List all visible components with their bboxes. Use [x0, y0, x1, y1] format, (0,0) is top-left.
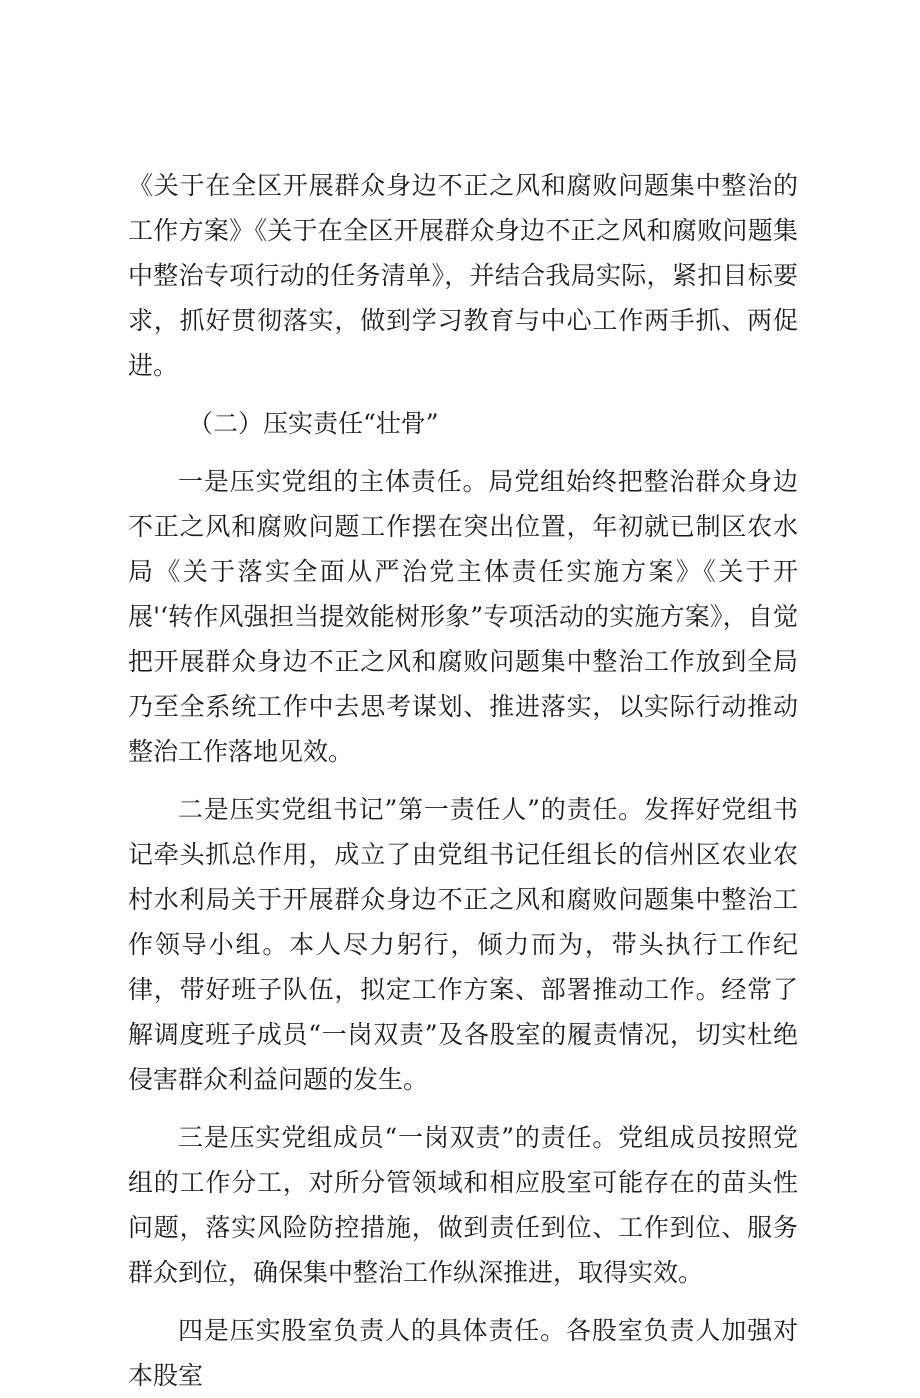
document-body: [128, 163, 798, 1398]
section-heading: （二）压实责任“壮骨”: [188, 409, 439, 438]
paragraph-continuation: 《关于在全区开展群众身边不正之风和腐败问题集中整治的工作方案》《关于在全区开展群众身边不正之风和腐败问题集中整治专项行动的任务清单》，并结合我局实际，紧扣目标要求，抓好贯彻落实，做到学习教育与中心工作两手抓、两促进。: [128, 171, 798, 380]
paragraph-party-group-responsibility: 一是压实党组的主体责任。局党组始终把整治群众身边不正之风和腐败问题工作摆在突出位置，年初就已制区农水局《关于落实全面从严治党主体责任实施方案》《关于开展'‘转作风强担当提效能树形象”专项活动的实施方案》，自觉把开展群众身边不正之风和腐败问题集中整治工作放到全局乃至全系统工作中去思考谋划、推进落实，以实际行动推动整治工作落地见效。: [128, 467, 798, 766]
paragraph-section-heads-responsibility: 四是压实股室负责人的具体责任。各股室负责人加强对本股室: [128, 1316, 798, 1390]
paragraph-secretary-responsibility: 二是压实党组书记”第一责任人”的责任。发挥好党组书记牵头抓总作用，成立了由党组书记任组长的信州区农业农村水利局关于开展群众身边不正之风和腐败问题集中整治工作领导小组。本人尽力躬行，倾力而为，带头执行工作纪律，带好班子队伍，拟定工作方案、部署推动工作。经常了解调度班子成员“一岗双责”及各股室的履责情况，切实杜绝侵害群众利益问题的发生。: [128, 795, 798, 1094]
paragraph-members-responsibility: 三是压实党组成员“一岗双责”的责任。党组成员按照党组的工作分工，对所分管领域和相应股室可能存在的苗头性问题，落实风险防控措施，做到责任到位、工作到位、服务群众到位，确保集中整治工作纵深推进，取得实效。: [128, 1123, 798, 1287]
